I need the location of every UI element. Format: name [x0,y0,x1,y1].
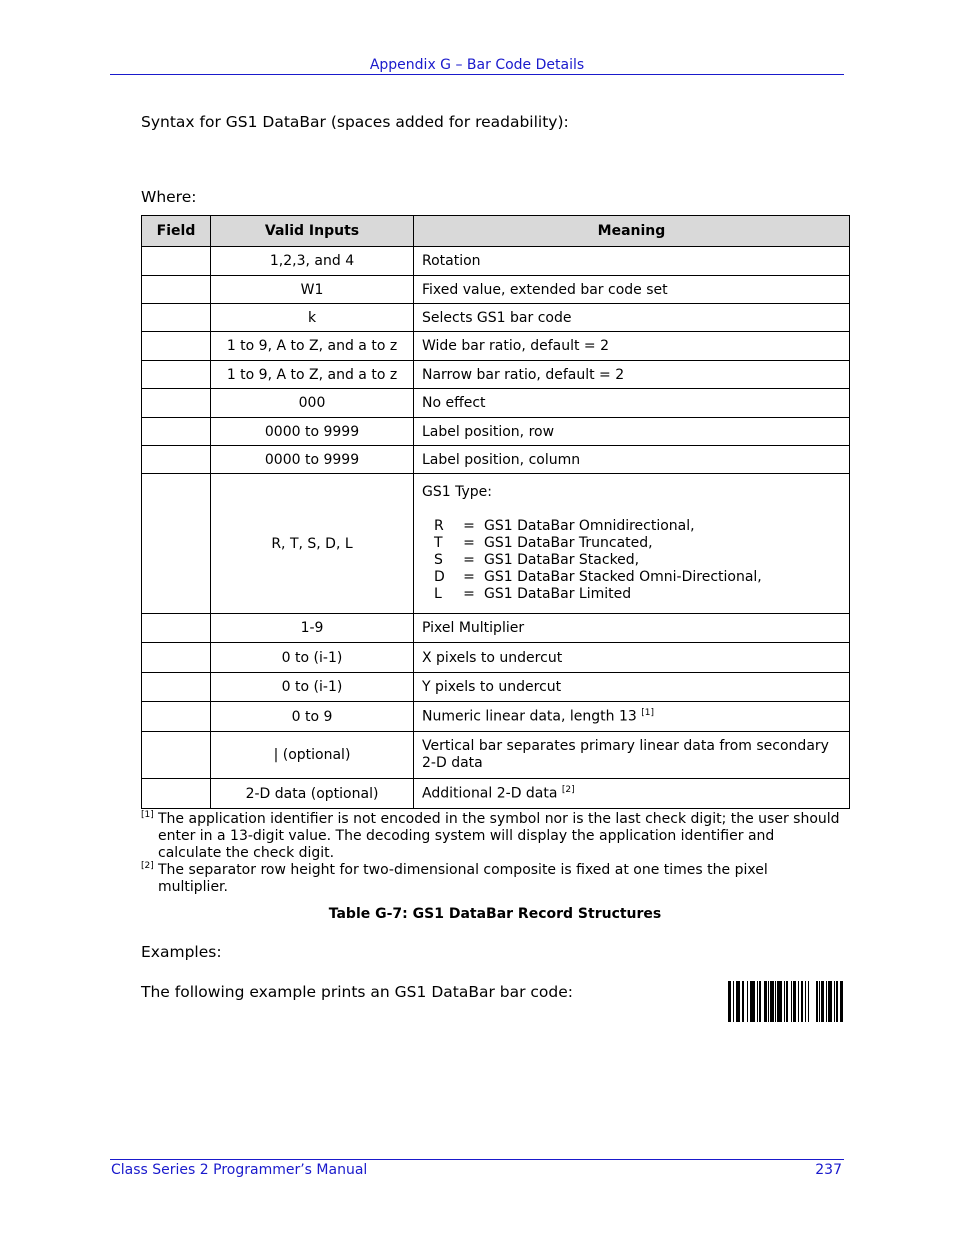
valid-inputs-cell: R, T, S, D, L [211,474,414,614]
table-row [142,418,850,446]
field-cell [142,247,211,276]
col-header-meaning: Meaning [414,216,850,247]
gs1-type-item [422,569,841,586]
valid-inputs-cell: 000 [211,389,414,418]
type-description: GS1 DataBar Stacked, [484,552,640,568]
footnote-text: The application identifier is not encoded in the symbol nor is the last check digit; the user should enter in a 13-digit value. The decoding system will display the application identifier and calculate the check digit. [158,811,840,861]
type-key: D [434,569,445,585]
table-row [142,276,850,304]
field-cell [142,673,211,702]
table-row [142,361,850,389]
footnote-text: The separator row height for two-dimensional composite is fixed at one times the pixel multiplier. [158,862,768,895]
field-cell [142,446,211,474]
table-row [142,389,850,418]
gs1-type-title: GS1 Type: [422,484,492,500]
meaning-cell: Narrow bar ratio, default = 2 [414,361,850,389]
footer-rule [110,1159,844,1160]
type-equals: = [463,535,475,551]
valid-inputs-cell: 0000 to 9999 [211,418,414,446]
field-cell [142,779,211,809]
valid-inputs-cell: 1 to 9, A to Z, and a to z [211,332,414,361]
type-description: GS1 DataBar Omnidirectional, [484,518,695,534]
meaning-cell: Y pixels to undercut [414,673,850,702]
meaning-cell: Wide bar ratio, default = 2 [414,332,850,361]
gs1-type-item [422,535,841,552]
where-label: Where: [141,188,197,206]
gs1-type-item [422,552,841,569]
meaning-cell: Label position, row [414,418,850,446]
table-row [142,446,850,474]
meaning-cell [414,702,850,732]
footnote-ref: [1] [641,708,654,719]
col-header-field: Field [142,216,211,247]
type-equals: = [463,518,475,534]
syntax-label: Syntax for GS1 DataBar (spaces added for readability): [141,113,569,131]
valid-inputs-cell: 0 to (i-1) [211,673,414,702]
footnote-label: [2] [141,861,154,871]
type-key: R [434,518,444,534]
meaning-cell: Vertical bar separates primary linear data from secondary 2-D data [414,732,850,779]
field-cell [142,732,211,779]
footnote-ref: [2] [561,785,575,796]
type-description: GS1 DataBar Stacked Omni-Directional, [484,569,762,585]
gs1-type-item [422,586,841,603]
table-row [142,643,850,673]
field-cell [142,332,211,361]
type-key: T [434,535,443,551]
valid-inputs-cell: | (optional) [211,732,414,779]
field-cell [142,418,211,446]
example-description: The following example prints an GS1 DataBar bar code: [141,983,573,1001]
type-key: S [434,552,443,568]
table-row [142,732,850,779]
meaning-cell: X pixels to undercut [414,643,850,673]
meaning-cell [414,779,850,809]
valid-inputs-cell: 0 to (i-1) [211,643,414,673]
table-header-row [142,216,850,247]
footnote-2 [141,862,841,896]
type-equals: = [463,569,475,585]
valid-inputs-cell: W1 [211,276,414,304]
type-description: GS1 DataBar Limited [484,586,632,602]
footnote-label: [1] [141,810,154,820]
table-row [142,702,850,732]
field-cell [142,474,211,614]
meaning-text: Additional 2-D data [422,785,558,802]
type-description: GS1 DataBar Truncated, [484,535,653,551]
type-equals: = [463,586,475,602]
table-row [142,474,850,614]
field-cell [142,361,211,389]
table-row [142,614,850,643]
table-row [142,332,850,361]
table-caption: Table G-7: GS1 DataBar Record Structures [328,906,662,922]
valid-inputs-cell: k [211,304,414,332]
type-equals: = [463,552,475,568]
valid-inputs-cell: 1 to 9, A to Z, and a to z [211,361,414,389]
table-row [142,673,850,702]
gs1-databar-barcode-image [728,981,844,1022]
field-cell [142,614,211,643]
valid-inputs-cell: 1,2,3, and 4 [211,247,414,276]
meaning-cell: No effect [414,389,850,418]
field-cell [142,702,211,732]
table-row [142,779,850,809]
meaning-cell: Fixed value, extended bar code set [414,276,850,304]
header-rule [110,74,844,75]
meaning-cell: Selects GS1 bar code [414,304,850,332]
examples-label: Examples: [141,943,222,961]
gs1-type-item [422,518,841,535]
field-cell [142,389,211,418]
footer-page-number: 237 [815,1162,842,1178]
page-header-title: Appendix G – Bar Code Details [369,57,585,73]
footer-manual-title: Class Series 2 Programmer’s Manual [111,1162,368,1178]
gs1-type-list [422,484,841,603]
valid-inputs-cell: 1-9 [211,614,414,643]
field-cell [142,276,211,304]
field-cell [142,304,211,332]
meaning-cell: Label position, column [414,446,850,474]
valid-inputs-cell: 2-D data (optional) [211,779,414,809]
table-row [142,247,850,276]
gs1-record-table [141,215,850,809]
valid-inputs-cell: 0000 to 9999 [211,446,414,474]
table-row [142,304,850,332]
field-cell [142,643,211,673]
meaning-cell [414,474,850,614]
col-header-valid-inputs: Valid Inputs [211,216,414,247]
meaning-cell: Pixel Multiplier [414,614,850,643]
footnote-1 [141,811,841,862]
meaning-text: Numeric linear data, length 13 [422,708,637,725]
type-key: L [434,586,442,602]
valid-inputs-cell: 0 to 9 [211,702,414,732]
meaning-cell: Rotation [414,247,850,276]
